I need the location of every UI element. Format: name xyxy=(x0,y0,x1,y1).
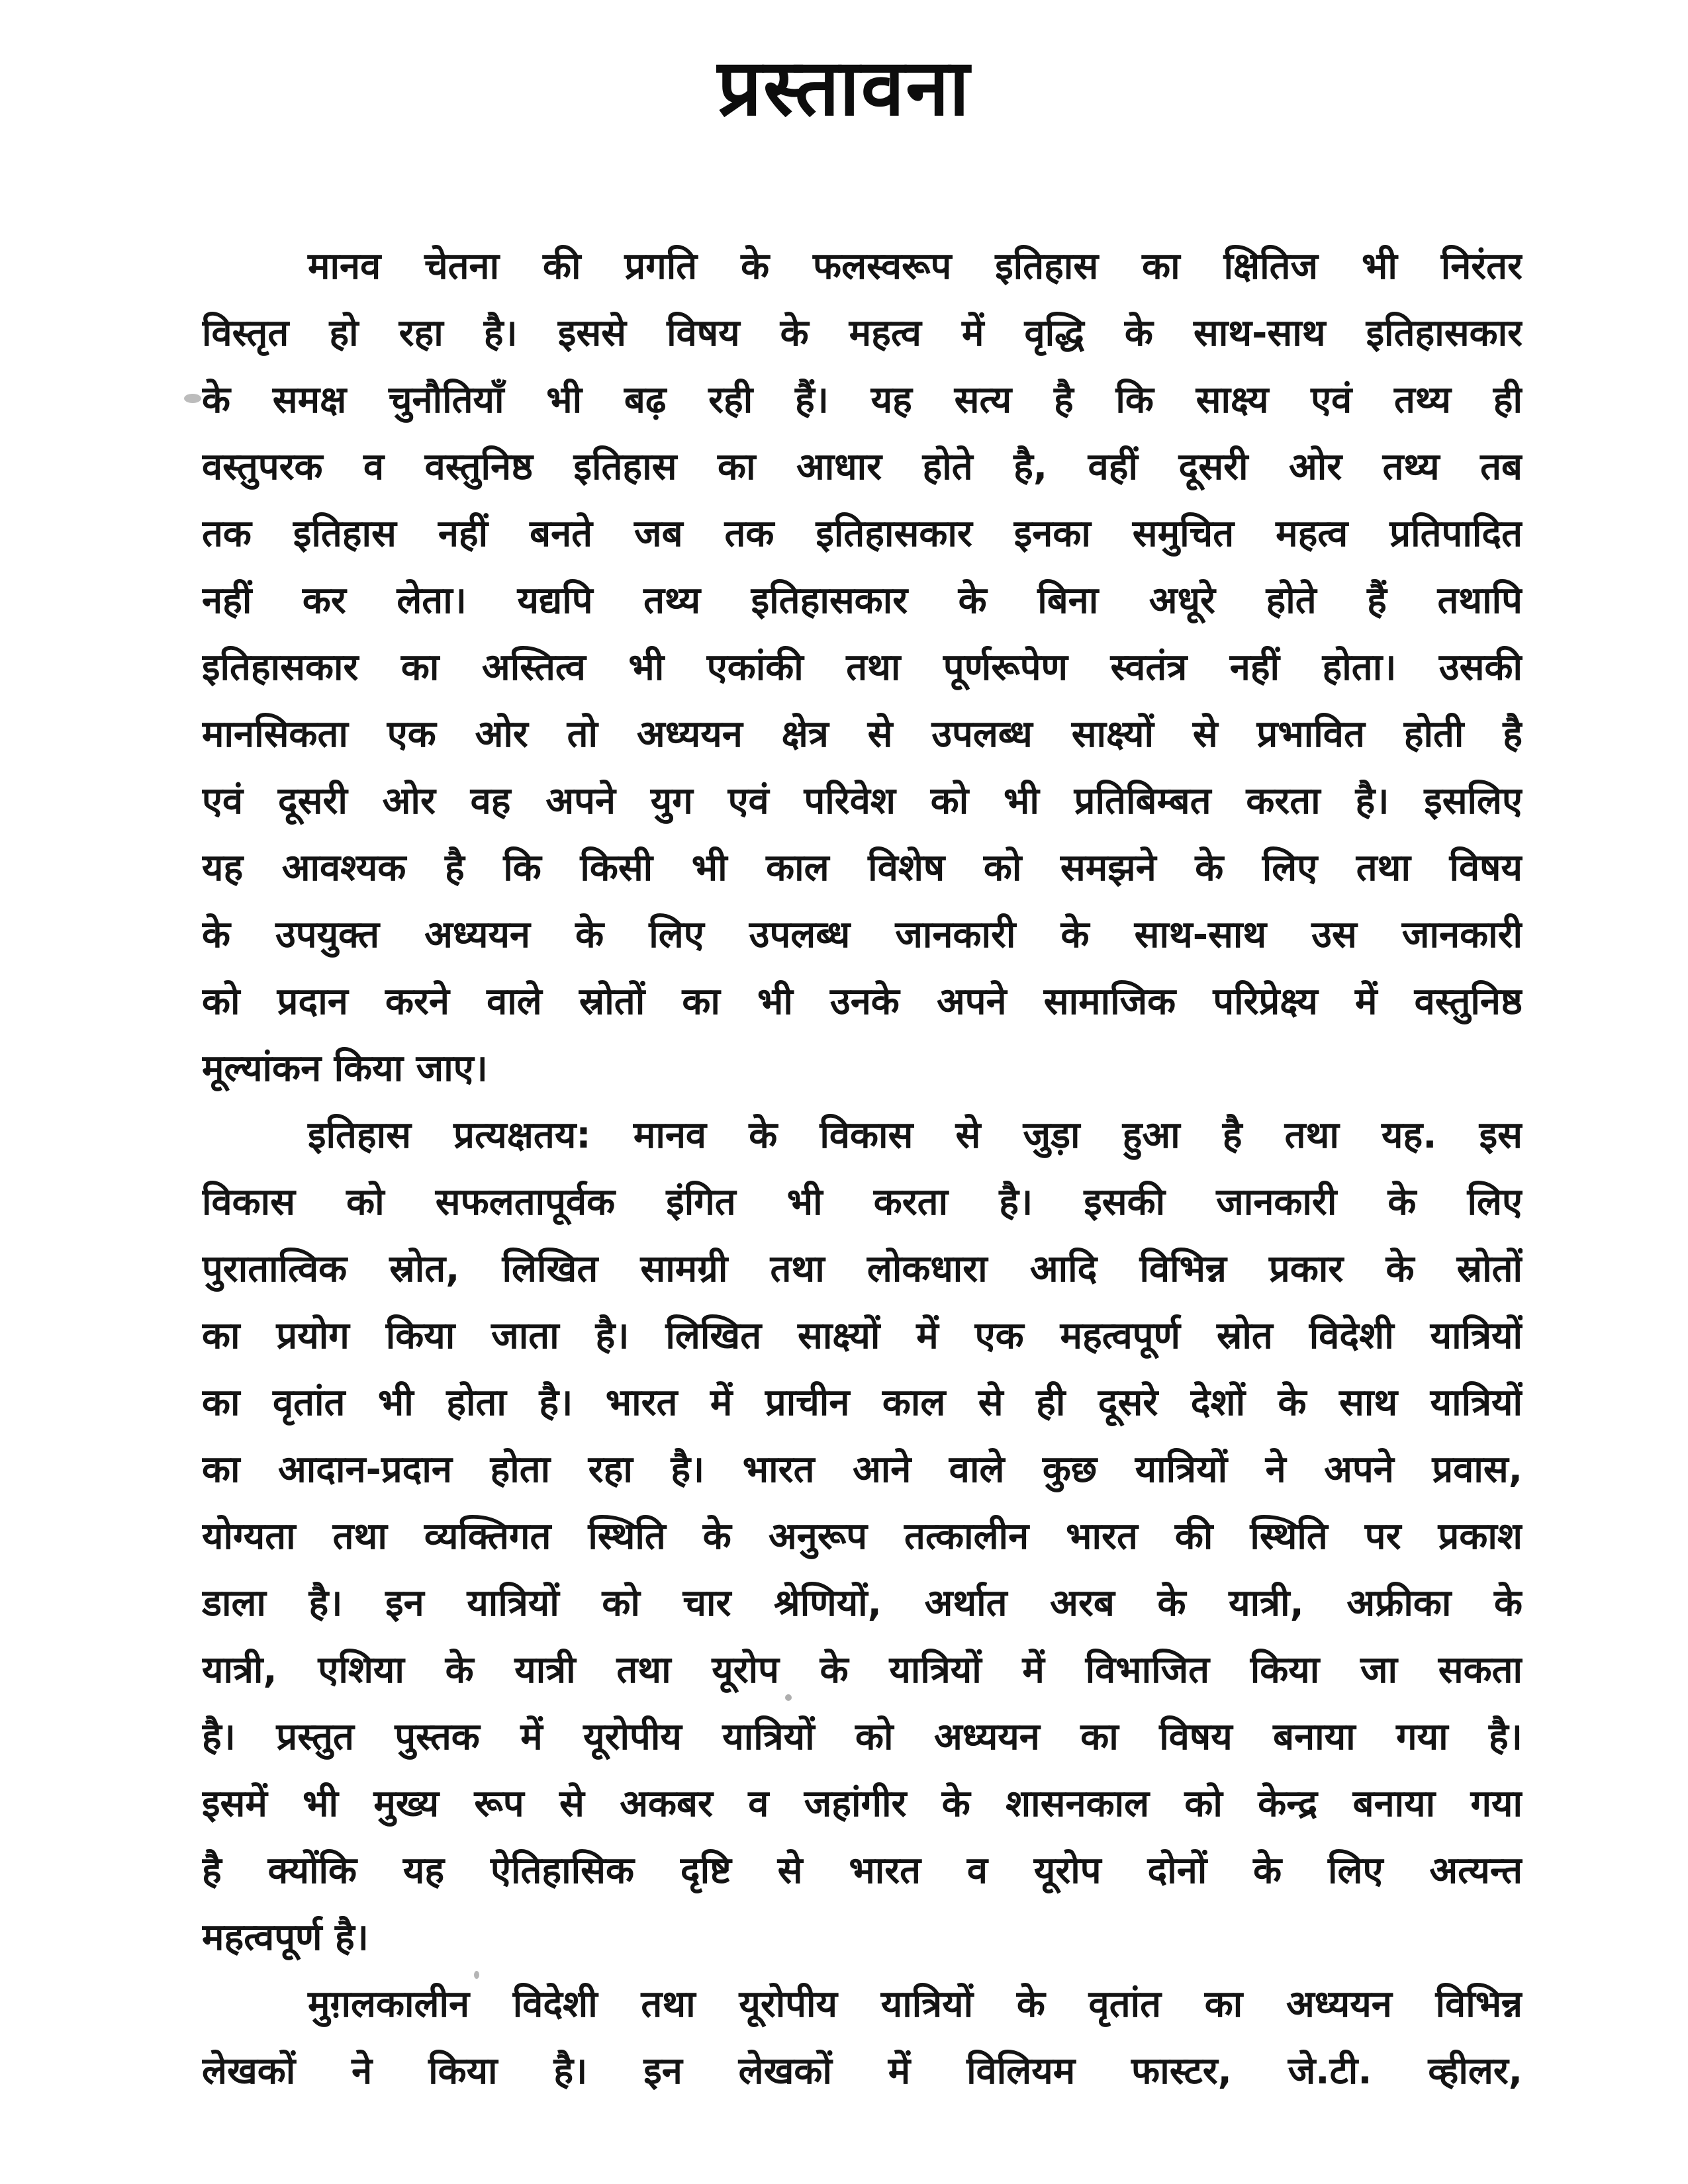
text-line: विकास को सफलतापूर्वक इंगित भी करता है। इसकी जानकारी के लिए xyxy=(202,1181,1523,1224)
text-line: मूल्यांकन किया जाए। xyxy=(202,1047,488,1090)
text-line: विस्तृत हो रहा है। इससे विषय के महत्व में वृद्धि के साथ-साथ इतिहासकार xyxy=(202,312,1523,355)
text-line: डाला है। इन यात्रियों को चार श्रेणियों, अर्थात अरब के यात्री, अफ्रीका के xyxy=(202,1582,1523,1625)
text-line: का वृतांत भी होता है। भारत में प्राचीन काल से ही दूसरे देशों के साथ यात्रियों xyxy=(202,1381,1523,1424)
page-title: प्रस्तावना xyxy=(717,42,971,133)
scan-speck-artifact xyxy=(184,394,201,403)
text-line: महत्वपूर्ण है। xyxy=(202,1916,369,1959)
text-line: मानव चेतना की प्रगति के फलस्वरूप इतिहास का क्षितिज भी निरंतर xyxy=(308,245,1523,288)
text-line: इतिहासकार का अस्तित्व भी एकांकी तथा पूर्णरूपेण स्वतंत्र नहीं होता। उसकी xyxy=(202,646,1523,689)
text-line: तक इतिहास नहीं बनते जब तक इतिहासकार इनका समुचित महत्व प्रतिपादित xyxy=(202,512,1523,555)
page-body xyxy=(202,233,1523,2105)
text-line: का प्रयोग किया जाता है। लिखित साक्ष्यों में एक महत्वपूर्ण स्रोत विदेशी यात्रियों xyxy=(202,1314,1523,1357)
text-line: लेखकों ने किया है। इन लेखकों में विलियम फास्टर, जे.टी. व्हीलर, xyxy=(202,2050,1523,2093)
text-line: वस्तुपरक व वस्तुनिष्ठ इतिहास का आधार होते है, वहीं दूसरी ओर तथ्य तब xyxy=(202,445,1523,488)
text-line: के समक्ष चुनौतियाँ भी बढ़ रही हैं। यह सत्य है कि साक्ष्य एवं तथ्य ही xyxy=(202,379,1523,422)
text-line: के उपयुक्त अध्ययन के लिए उपलब्ध जानकारी के साथ-साथ उस जानकारी xyxy=(202,913,1523,956)
text-line: को प्रदान करने वाले स्रोतों का भी उनके अपने सामाजिक परिप्रेक्ष्य में वस्तुनिष्ठ xyxy=(202,980,1523,1023)
text-line: है। प्रस्तुत पुस्तक में यूरोपीय यात्रियों को अध्ययन का विषय बनाया गया है। xyxy=(202,1715,1523,1758)
text-line: नहीं कर लेता। यद्यपि तथ्य इतिहासकार के बिना अधूरे होते हैं तथापि xyxy=(202,579,1523,622)
scan-speck-artifact xyxy=(785,1694,792,1701)
text-line: यात्री, एशिया के यात्री तथा यूरोप के यात्रियों में विभाजित किया जा सकता xyxy=(202,1649,1523,1692)
text-line: योग्यता तथा व्यक्तिगत स्थिति के अनुरूप तत्कालीन भारत की स्थिति पर प्रकाश xyxy=(202,1515,1523,1558)
text-line: मानसिकता एक ओर तो अध्ययन क्षेत्र से उपलब्ध साक्ष्यों से प्रभावित होती है xyxy=(202,713,1523,756)
text-line: यह आवश्यक है कि किसी भी काल विशेष को समझने के लिए तथा विषय xyxy=(202,846,1523,889)
text-line: एवं दूसरी ओर वह अपने युग एवं परिवेश को भी प्रतिबिम्बत करता है। इसलिए xyxy=(202,780,1523,823)
text-line: मुग़लकालीन विदेशी तथा यूरोपीय यात्रियों के वृतांत का अध्ययन विभिन्न xyxy=(308,1983,1523,2026)
text-line: पुरातात्विक स्रोत, लिखित सामग्री तथा लोकधारा आदि विभिन्न प्रकार के स्रोतों xyxy=(202,1248,1523,1291)
text-line: इसमें भी मुख्य रूप से अकबर व जहांगीर के शासनकाल को केन्द्र बनाया गया xyxy=(202,1782,1523,1825)
scan-speck-artifact xyxy=(474,1971,479,1979)
text-line: का आदान-प्रदान होता रहा है। भारत आने वाले कुछ यात्रियों ने अपने प्रवास, xyxy=(202,1448,1523,1491)
text-line: इतिहास प्रत्यक्षतय: मानव के विकास से जुड़ा हुआ है तथा यह. इस xyxy=(308,1114,1523,1157)
text-line: है क्योंकि यह ऐतिहासिक दृष्टि से भारत व यूरोप दोनों के लिए अत्यन्त xyxy=(202,1849,1523,1892)
